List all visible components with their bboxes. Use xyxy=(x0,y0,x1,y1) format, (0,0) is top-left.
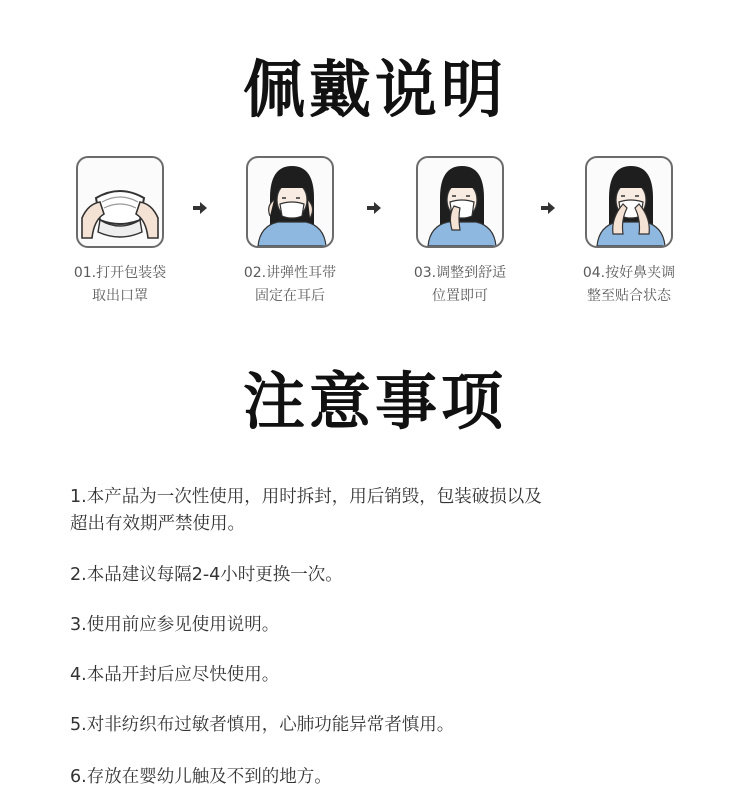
precaution-text: 1.本产品为一次性使用，用时拆封，用后销毁，包装破损以及 xyxy=(70,487,542,507)
step-2 xyxy=(215,156,365,308)
step-1-caption-line-2: 取出口罩 xyxy=(92,288,148,304)
precaution-item xyxy=(70,484,690,538)
arrow-right-icon xyxy=(367,202,381,214)
precaution-text: 超出有效期严禁使用。 xyxy=(70,514,245,534)
wear-instructions-heading: 佩戴说明 xyxy=(242,53,507,126)
step-3-frame xyxy=(416,156,504,248)
step-1-caption-line-1: 01.打开包装袋 xyxy=(73,265,167,281)
precaution-text: 6.存放在婴幼儿触及不到的地方。 xyxy=(70,767,332,787)
step-4 xyxy=(554,156,704,308)
precaution-item xyxy=(70,712,690,739)
ear-strap-icon xyxy=(248,158,332,246)
step-2-caption xyxy=(215,262,365,308)
step-2-caption-line-1: 02.讲弹性耳带 xyxy=(243,265,337,281)
precaution-item xyxy=(70,662,690,689)
step-3-caption-line-1: 03.调整到舒适 xyxy=(413,265,507,281)
arrow-right-icon xyxy=(541,202,555,214)
arrow-right-icon xyxy=(193,202,207,214)
step-3-caption-line-2: 位置即可 xyxy=(432,288,488,304)
step-4-frame xyxy=(585,156,673,248)
step-1-frame xyxy=(76,156,164,248)
step-4-caption-line-2: 整至贴合状态 xyxy=(587,288,671,304)
precaution-item xyxy=(70,562,690,589)
precaution-text: 4.本品开封后应尽快使用。 xyxy=(70,665,280,685)
step-2-caption-line-2: 固定在耳后 xyxy=(255,288,325,304)
step-2-frame xyxy=(246,156,334,248)
step-4-caption xyxy=(554,262,704,308)
step-3 xyxy=(385,156,535,308)
precaution-text: 2.本品建议每隔2-4小时更换一次。 xyxy=(70,565,343,585)
step-3-caption xyxy=(385,262,535,308)
mask-package-icon xyxy=(78,158,162,246)
step-1 xyxy=(45,156,195,308)
step-1-caption xyxy=(45,262,195,308)
precaution-item xyxy=(70,612,690,639)
precaution-text: 3.使用前应参见使用说明。 xyxy=(70,615,280,635)
precautions-heading: 注意事项 xyxy=(242,365,507,438)
precaution-item xyxy=(70,764,690,791)
precaution-text: 5.对非纺织布过敏者慎用，心肺功能异常者慎用。 xyxy=(70,715,455,735)
adjust-mask-icon xyxy=(418,158,502,246)
step-4-caption-line-1: 04.按好鼻夹调 xyxy=(582,265,676,281)
nose-clip-icon xyxy=(587,158,671,246)
